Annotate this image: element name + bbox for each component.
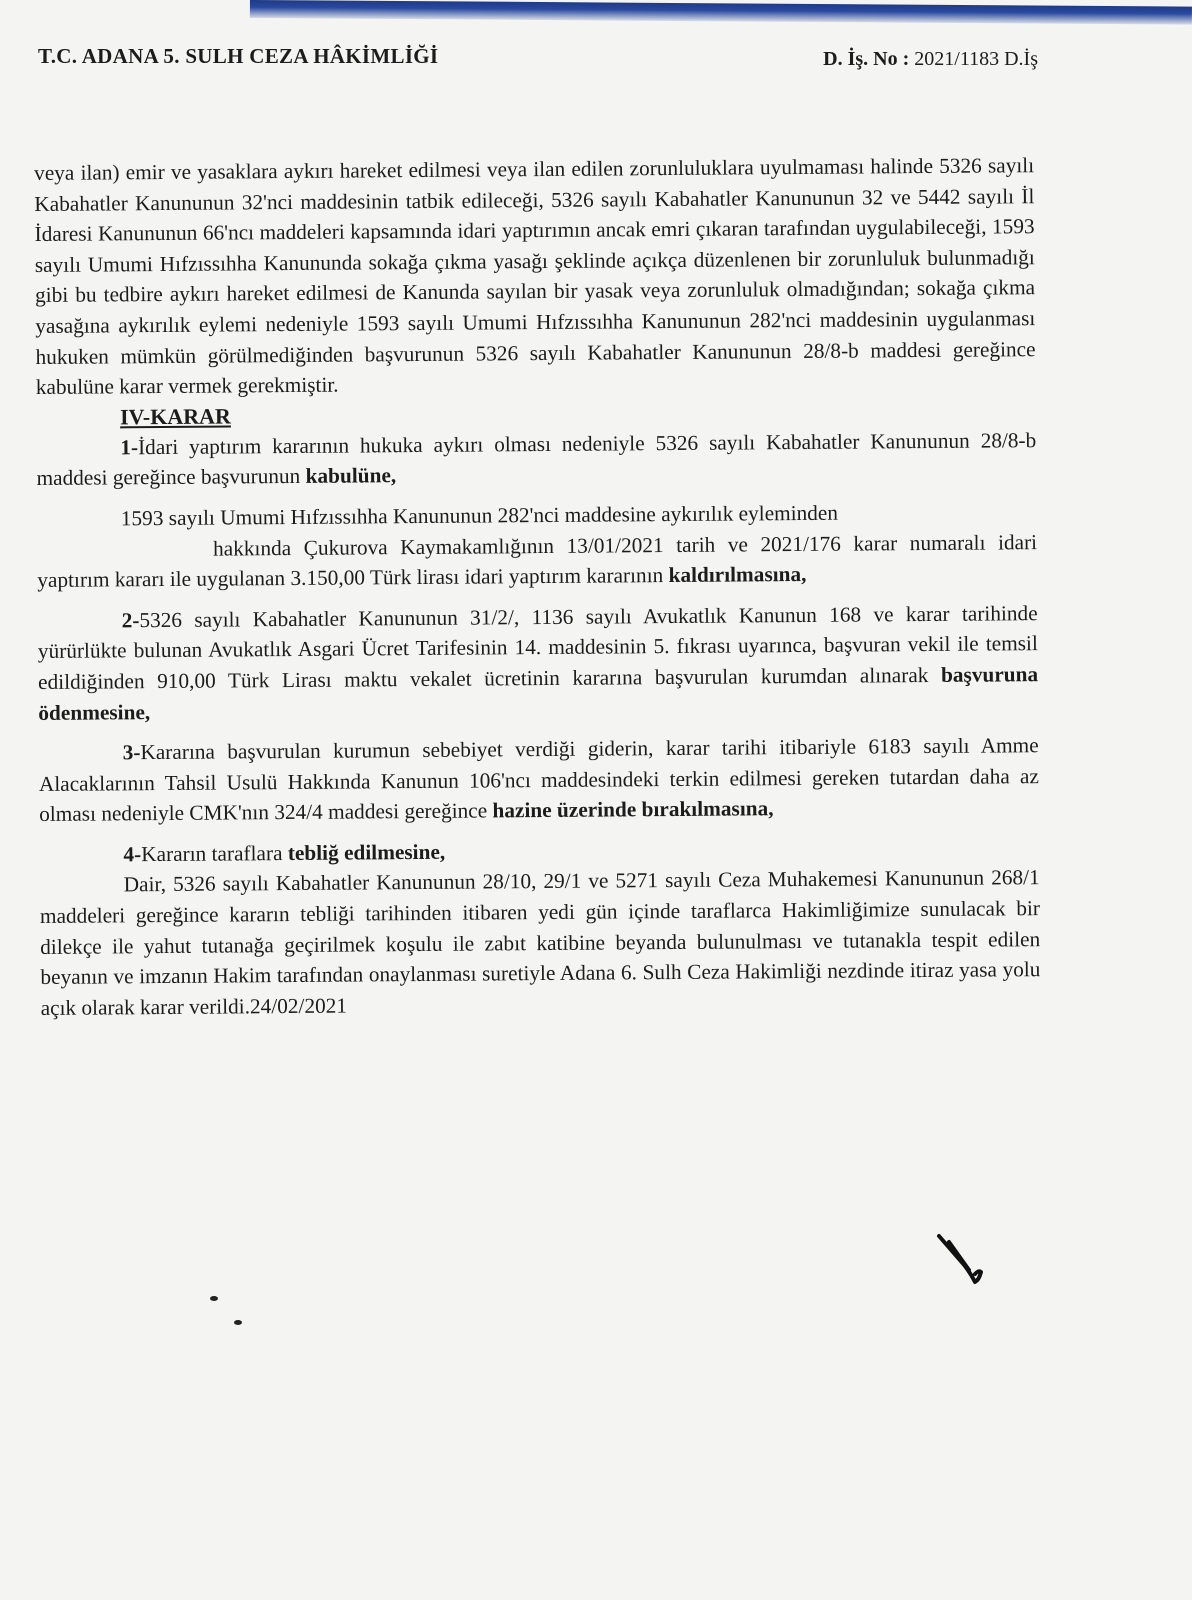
item-4-text: Kararın taraflara xyxy=(141,840,288,867)
item-3-bold: hazine üzerinde bırakılmasına, xyxy=(492,796,774,823)
item-2-text: 5326 sayılı Kabahatler Kanununun 31/2/, 1136 sayılı Avukatlık Kanunun 168 ve karar tarihinde yürürlükte bulunan Avukatlık Asgari Ücret Tarifesinin 14. maddesinin 5. fıkrası uyarınca, başvuran vekil ile temsil edildiğinden 910,00 Türk Lirası maktu vekalet ücretinin kararına başvurulan kurumdan alınarak xyxy=(37,600,1038,694)
decision-item-2 xyxy=(38,598,1039,728)
document-body xyxy=(34,150,1041,1023)
court-name: T.C. ADANA 5. SULH CEZA HÂKİMLİĞİ xyxy=(38,44,439,68)
item-2-bold: başvuruna ödenmesine, xyxy=(38,662,1039,725)
decision-item-3 xyxy=(39,730,1040,830)
decision-item-1 xyxy=(36,425,1036,494)
case-number xyxy=(823,48,1038,71)
case-number-value: 2021/1183 D.İş xyxy=(914,48,1038,70)
judge-signature xyxy=(935,1232,990,1288)
item-1-sub-text: hakkında Çukurova Kaymakamlığının 13/01/2021 tarih ve 2021/176 karar numaralı idari yaptırım kararı ile uygulanan 3.150,00 Türk lirası idari yaptırım kararının xyxy=(37,529,1038,593)
section-title-text: IV-KARAR xyxy=(119,403,231,430)
item-3-text: Kararına başvurulan kurumun sebebiyet verdiği giderin, karar tarihi itibariyle 6183 sayılı Amme Alacaklarının Tahsil Usulü Hakkında Kanunun 106'ncı maddesindeki terkin edilmesi gereken tutardan daha az olması nedeniyle CMK'nın 324/4 maddesi gereğince xyxy=(38,733,1039,827)
closing-paragraph xyxy=(40,863,1041,1024)
item-1-text: İdari yaptırım kararının hukuka aykırı olması nedeniyle 5326 sayılı Kabahatler Kanununun 28/8-b maddesi gereğince başvurunun xyxy=(36,427,1037,491)
item-4-bold: tebliğ edilmesine, xyxy=(287,839,446,865)
scan-top-edge xyxy=(250,0,1192,25)
item-2-number: 2- xyxy=(121,607,140,633)
item-4-number: 4- xyxy=(123,842,142,867)
scan-speck xyxy=(234,1320,242,1325)
item-1-number: 1- xyxy=(120,434,139,460)
closing-text: Dair, 5326 sayılı Kabahatler Kanununun 28/10, 29/1 ve 5271 sayılı Ceza Muhakemesi Kanununun 268/1 maddeleri gereğince kararın tebliği tarihinden itibaren yedi gün içinde taraflarca Hakimliğimize sunulacak bir dilekçe ile yahut tutanağa geçirilmek koşulu ile zabıt katibine beyanda bulunulması ve tutanakla tespit edilen beyanın ve imzanın Hakim tarafından onaylanması suretiyle Adana 6. Sulh Ceza Hakimliği nezdinde itiraz yasa yolu açık olarak karar verildi. xyxy=(39,865,1041,1020)
item-1-bold: kabulüne, xyxy=(305,463,397,489)
intro-paragraph: veya ilan) emir ve yasaklara aykırı hareket edilmesi veya ilan edilen zorunluluklara uyulmaması halinde 5326 sayılı Kabahatler Kanununun 32'nci maddesinin tatbik edileceği, 5326 sayılı Kabahatler Kanununun 32 ve 5442 sayılı İl İdaresi Kanununun 66'ncı maddeleri kapsamında idari yaptırımın ancak emri çıkaran tarafından uygulabileceği, 1593 sayılı Umumi Hıfzıssıhha Kanununda sokağa çıkma yasağı şeklinde açıkça düzenlenen bir zorunluluk bulunmadığı gibi bu tedbire aykırı hareket edilmesi de Kanunda sayılan bir yasak veya zorunluluk olmadığından; sokağa çıkma yasağına aykırılık eylemi nedeniyle 1593 sayılı Umumi Hıfzıssıhha Kanununun 282'nci maddesinin uygulanması hukuken mümkün görülmediğinden başvurunun 5326 sayılı Kabahatler Kanununun 28/8-b maddesi gereğince kabulüne karar vermek gerekmiştir. xyxy=(34,153,1036,400)
decision-item-1-sub xyxy=(37,527,1037,596)
document-header xyxy=(38,44,1038,78)
decision-item-1-sub-line: 1593 sayılı Umumi Hıfzıssıhha Kanununun 282'nci maddesine aykırılık eyleminden xyxy=(120,500,839,531)
item-3-number: 3- xyxy=(122,740,141,765)
case-number-label: D. İş. No : xyxy=(823,48,910,70)
scan-speck xyxy=(210,1296,218,1301)
item-1-sub-bold: kaldırılmasına, xyxy=(668,562,807,588)
redacted-blank xyxy=(37,555,213,556)
decision-date: 24/02/2021 xyxy=(249,993,348,1019)
